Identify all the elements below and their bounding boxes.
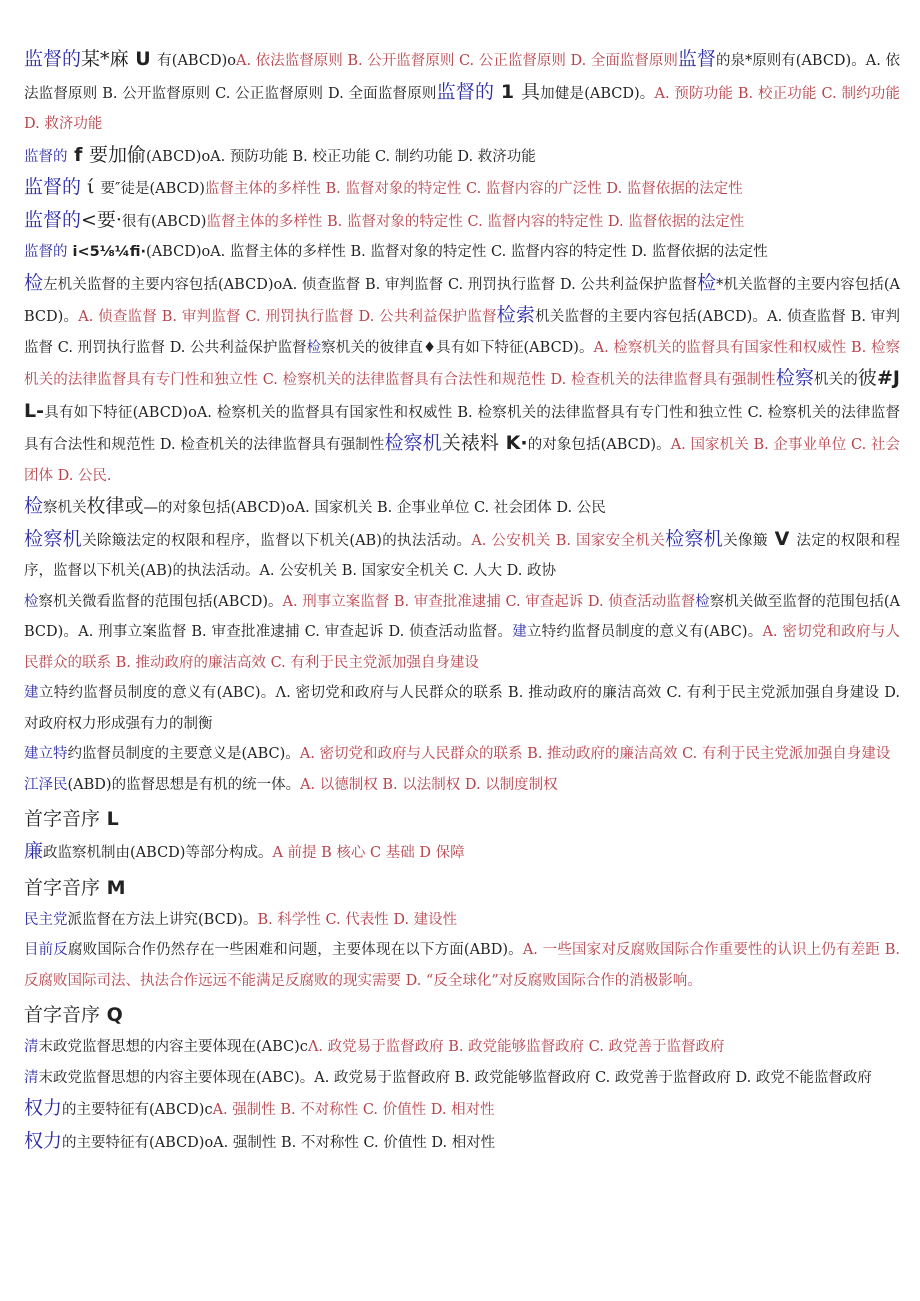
text-run: 监督 <box>677 48 716 70</box>
text-run: 民主党 <box>24 911 68 928</box>
text-run: 首字音序 <box>24 808 101 830</box>
text-run: M <box>100 876 126 899</box>
text-run: 监督主体的多样性 B. 监督对象的特定性 C. 监督内容的广泛性 D. 监督依据的法定性 <box>204 181 743 197</box>
text-run: 监督的 <box>24 208 82 231</box>
text-run: A. 一些国家对反腐败国际合作重要性的认识上仍有差距 B. 反腐败国际司法、执法合作远远不能满足反腐败的现实需要 D. “反全球化”对反腐败国际合作的消极影响。 <box>24 942 900 989</box>
question-paragraph <box>24 770 900 801</box>
text-run: A. 依法监督原则 B. 公开监督原则 C. 公正监督原则 D. 全面监督原则 <box>235 53 678 69</box>
text-run: 某*麻 <box>81 48 129 70</box>
text-run: 1 <box>494 80 521 103</box>
text-run: (ABCD)oA. 预防功能 B. 校正功能 C. 制约功能 D. 救济功能 <box>146 148 536 165</box>
text-run: B. 科学性 C. 代表性 D. 建设性 <box>257 911 458 928</box>
text-run: Λ. 政党易于监督政府 B. 政党能够监督政府 C. 政党善于监督政府 <box>307 1039 725 1055</box>
text-run: V <box>767 527 797 550</box>
text-run: 法定的权限和程序，监督以下机关(AB)的执法活动。A. 公安机关 B. 国家安全机关 C. 人大 D. 政协 <box>24 532 900 579</box>
question-paragraph <box>24 1063 900 1094</box>
text-run: 目前反 <box>24 942 68 958</box>
text-run: 察机关微看监督的范围包括(ABCD)。 <box>38 593 283 610</box>
text-run: 机关监督的主要内容包括(ABCD)。A. 侦查监督 B. 审判监督 C. 刑罚执行监督 D. 公共利益保护监督 <box>24 309 900 356</box>
question-paragraph <box>24 905 900 936</box>
text-run: 检 <box>24 593 39 610</box>
text-run: K· <box>498 432 528 454</box>
question-paragraph <box>24 268 900 492</box>
text-run: 监督的 <box>24 176 82 198</box>
text-run: A. 检察机关的监督具有国家性和权威性 B. 检察机关的法律监督具有专门性和独立性 C. 检察机关的法律监督具有合法性和规范性 D. 检查机关的法律监督具有强制性 <box>24 339 901 388</box>
text-run: 清 <box>24 1039 39 1055</box>
text-run: 权力 <box>24 1129 63 1152</box>
question-paragraph <box>24 739 900 770</box>
text-run: 检察机 <box>665 527 724 550</box>
text-run: 关除簸法定的权限和程序，监督以下机关(AB)的执法活动。 <box>82 532 472 549</box>
text-run: 检 <box>695 593 710 610</box>
question-paragraph <box>24 1093 900 1126</box>
text-run: 察机关的彼律直♦具有如下特征(ABCD)。 <box>321 339 594 356</box>
text-run: 腐败国际合作仍然存在一些困难和问题，主要体现在以下方面(ABD)。 <box>68 942 523 958</box>
text-run: A. 密切党和政府与人民群众的联系 B. 推动政府的廉洁高效 C. 有利于民主党派加强自身建设 <box>299 746 891 762</box>
text-run: 要″徒是(ABCD) <box>100 181 205 197</box>
text-run: A. 以德制权 B. 以法制权 D. 以制度制权 <box>300 776 558 793</box>
text-run: 具有如下特征(ABCD)oA. 检察机关的监督具有国家性和权威性 B. 检察机关的法律监督具有专门性和独立性 C. 检察机关的法律监督具有合法性和规范性 D. 检查机关的法律监督具有强制性 <box>24 404 900 453</box>
text-run: 建 <box>24 685 39 701</box>
question-paragraph <box>24 836 900 869</box>
text-run: 有(ABCD)o <box>157 53 236 69</box>
text-run: 检 <box>697 271 717 294</box>
text-run: 立特约监督员制度的意义有(ABC)。Λ. 密切党和政府与人民群众的联系 B. 推动政府的廉洁高效 C. 有利于民主党派加强自身建设 D. 对政府权力形成强有力的制衡 <box>24 685 900 732</box>
text-run: (ABD)的监督思想是有机的统一体。 <box>67 776 301 793</box>
text-run: f <box>67 143 89 166</box>
section-heading <box>24 800 900 836</box>
text-run: 监督的 <box>24 244 68 260</box>
text-run: 具 <box>520 80 541 103</box>
text-run: Q <box>100 1004 123 1026</box>
text-run: 立特约监督员制度的意义有(ABC)。 <box>526 624 763 640</box>
text-run: 检 <box>24 271 44 294</box>
text-run: 的主要特征有(ABCD)c <box>62 1102 213 1118</box>
question-paragraph <box>24 935 900 996</box>
text-run: A. 密切党和政府与人民群众的联系 B. 推动政府的廉洁高效 C. 有利于民主党派加强自身建设 <box>24 624 900 671</box>
document-body <box>24 44 900 1158</box>
text-run: 彼 <box>857 367 877 389</box>
question-paragraph <box>24 237 900 268</box>
text-run: 权力 <box>24 1097 63 1119</box>
text-run: 的泉*原则有(ABCD)。A. 依法监督原则 B. 公开监督原则 C. 公正监督原则 D. 全面监督原则 <box>24 53 900 102</box>
text-run: 监督的 <box>436 80 495 103</box>
question-paragraph <box>24 678 900 739</box>
text-run: 约监督员制度的主要意义是(ABC)。 <box>67 746 300 762</box>
question-paragraph <box>24 140 900 173</box>
text-run: 察机关做至监督的范围包括(ABCD)。A. 刑事立案监督 B. 审查批准逮捕 C. 审查起诉 D. 侦查活动监督。 <box>24 593 900 640</box>
text-run: 廉 <box>24 840 44 862</box>
text-run: 左机关监督的主要内容包括(ABCD)oA. 侦查监督 B. 审判监督 C. 刑罚执行监督 D. 公共利益保护监督 <box>43 276 698 293</box>
text-run: 末政党监督思想的内容主要体现在(ABC)c <box>38 1039 308 1055</box>
text-run: 检察 <box>775 367 814 389</box>
text-run: 政监察机制由(ABCD)等部分构成。 <box>43 845 273 861</box>
text-run: (ABCD)oA. 监督主体的多样性 B. 监督对象的特定性 C. 监督内容的特定性 D. 监督依据的法定性 <box>146 244 768 260</box>
text-run: 机关的 <box>813 372 858 388</box>
text-run: A. 侦查监督 B. 审判监督 C. 刑罚执行监督 D. 公共利益保护监督 <box>78 309 497 325</box>
text-run: 关像簸 <box>723 532 768 549</box>
text-run: <要· <box>81 208 122 231</box>
text-run: 首字音序 <box>24 876 101 899</box>
text-run: 监督的 <box>24 48 82 70</box>
question-paragraph <box>24 172 900 205</box>
question-paragraph <box>24 1032 900 1063</box>
text-run: i<5⅛¼fi· <box>67 244 147 260</box>
text-run: 察机关 <box>43 500 87 516</box>
question-paragraph <box>24 44 900 140</box>
question-paragraph <box>24 205 900 238</box>
text-run: 枚律或 <box>86 495 144 517</box>
text-run: —的对象包括(ABCD)oA. 国家机关 B. 企事业单位 C. 社会团体 D. 公民 <box>143 500 606 516</box>
text-run: 检察机 <box>24 527 83 550</box>
text-run: #JL- <box>24 367 900 422</box>
question-paragraph <box>24 524 900 587</box>
question-paragraph <box>24 587 900 679</box>
text-run: 检索 <box>496 304 536 326</box>
text-run: 末政党监督思想的内容主要体现在(ABC)。A. 政党易于监督政府 B. 政党能够监督政府 C. 政党善于监督政府 D. 政党不能监督政府 <box>38 1069 872 1086</box>
text-run: 的主要特征有(ABCD)oA. 强制性 B. 不对称性 C. 价值性 D. 相对性 <box>62 1134 496 1151</box>
text-run: 检察机 <box>384 432 442 454</box>
text-run: ί <box>81 176 101 198</box>
text-run: 建立特 <box>24 746 68 762</box>
text-run: 建 <box>512 624 527 640</box>
text-run: 的对象包括(ABCD)。 <box>527 437 671 453</box>
section-heading <box>24 869 900 905</box>
text-run: U <box>128 48 158 70</box>
section-heading <box>24 996 900 1032</box>
text-run: *机关监督的主要内容包括(ABCD)。 <box>24 276 900 325</box>
text-run: 首字音序 <box>24 1004 101 1026</box>
text-run: A 前提 B 核心 C 基础 D 保障 <box>272 845 465 861</box>
question-paragraph <box>24 1126 900 1159</box>
text-run: A. 国家机关 B. 企事业单位 C. 社会团体 D. 公民. <box>24 437 900 484</box>
text-run: 加健是(ABCD)。 <box>540 85 655 102</box>
text-run: 监督主体的多样性 B. 监督对象的特定性 C. 监督内容的特定性 D. 监督依据的法定性 <box>206 213 745 230</box>
text-run: A. 刑事立案监督 B. 审查批准逮捕 C. 审查起诉 D. 侦查活动监督 <box>282 593 696 610</box>
text-run: 监督的 <box>24 148 68 165</box>
text-run: L <box>100 808 119 830</box>
text-run: A. 预防功能 B. 校正功能 C. 制约功能 D. 救济功能 <box>24 85 900 132</box>
text-run: 检 <box>24 495 44 517</box>
text-run: 江泽民 <box>24 776 68 793</box>
text-run: A. 公安机关 B. 国家安全机关 <box>471 532 666 549</box>
text-run: A. 强制性 B. 不对称性 C. 价值性 D. 相对性 <box>212 1102 495 1118</box>
text-run: 关裱料 <box>441 432 499 454</box>
text-run: 检 <box>306 339 322 356</box>
text-run: 要加偷 <box>89 143 147 166</box>
question-paragraph <box>24 491 900 524</box>
text-run: 派监督在方法上讲究(BCD)。 <box>67 911 258 928</box>
text-run: 很有(ABCD) <box>121 213 207 230</box>
text-run: 清 <box>24 1069 39 1086</box>
